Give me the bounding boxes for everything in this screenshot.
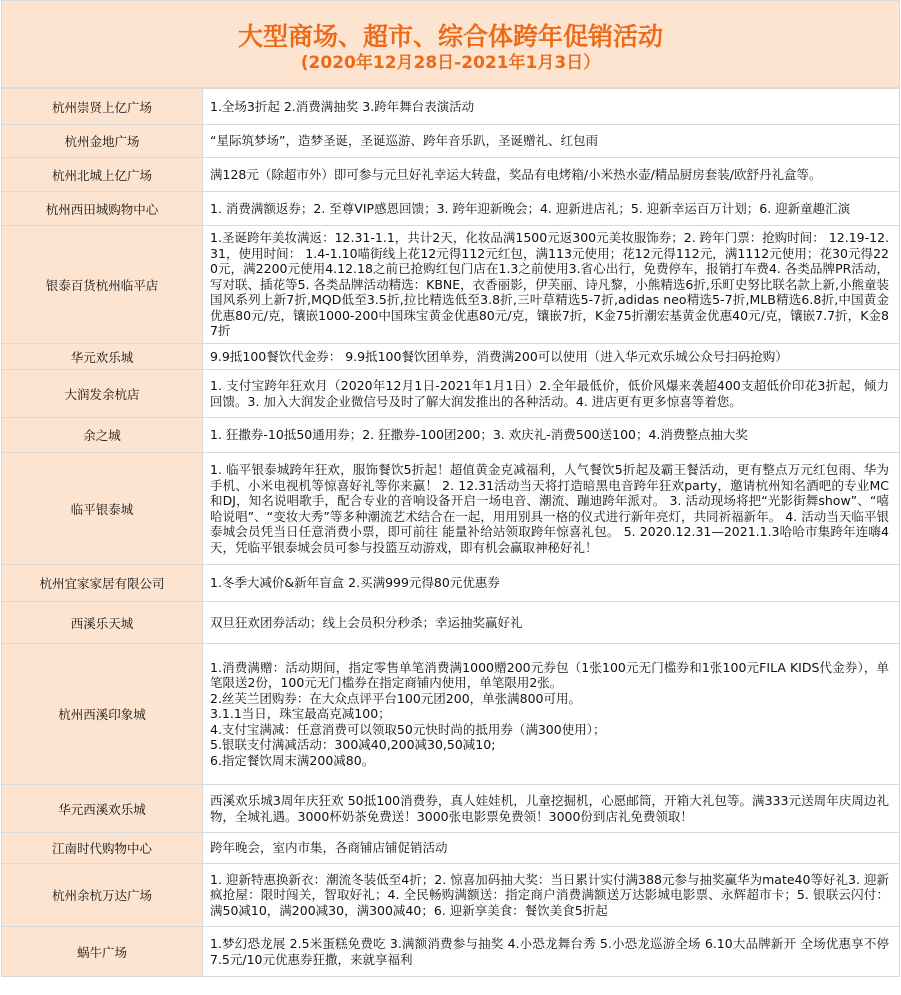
promotion-text: 西溪欢乐城3周年庆狂欢 50抵100消费券，真人娃娃机，儿童挖掘机，心愿邮筒，开箱大礼包等。满333元送周年庆周边礼物，全城礼遇。3000杯奶茶免费送！3000张电影票免费领！3000份到店礼免费领取！: [203, 785, 900, 833]
table-row: [2, 785, 900, 833]
mall-name: 华元西溪欢乐城: [2, 785, 203, 833]
promotion-text: 1.全场3折起 2.消费满抽奖 3.跨年舞台表演活动: [203, 89, 900, 125]
mall-name: 江南时代购物中心: [2, 833, 203, 864]
mall-name: 银泰百货杭州临平店: [2, 226, 203, 344]
mall-name: 蜗牛广场: [2, 927, 203, 977]
promotion-text: 跨年晚会，室内市集，各商铺店铺促销活动: [203, 833, 900, 864]
promotion-text: “星际筑梦场”，造梦圣诞，圣诞巡游、跨年音乐趴，圣诞赠礼、红包雨: [203, 125, 900, 158]
promotion-text: 1.圣诞跨年美妆满返：12.31-1.1，共计2天，化妆品满1500元返300元美妆服饰券；2. 跨年门票：抢购时间： 12.19-12.31，使用时间： 1.4-1.10喵街线上花12元得112元红包，满113元使用；花12元得112元，满1112元使用；花30元得220元，满2200元使用4.12.18之前已抢购红包门店在1.3之前使用3.省心出行，免费停车，报销打车费4. 各类品牌PR活动，写对联、插花等5. 各类品牌活动精选：KBNE，衣香丽影，伊芙丽、诗凡黎，小熊精选6折,乐町史努比联名款上新,小熊童装国风系列上新7折,MQD低至3.5折,拉比精选低至3.8折,三叶草精选5-7折,adidas neo精选5-7折,MLB精选6.8折,中国黄金优惠80元/克，镶嵌1000-200中国珠宝黄金优惠80元/克，镶嵌7折，K金75折潮宏基黄金优惠40元/克，镶嵌7.7折，K金87折: [203, 226, 900, 344]
mall-name: 杭州西溪印象城: [2, 644, 203, 785]
page-title: 大型商场、超市、综合体跨年促销活动: [237, 22, 663, 51]
header: [1, 0, 900, 88]
promotion-text: 1. 消费满额返券；2. 至尊VIP感恩回馈；3. 跨年迎新晚会；4. 迎新进店礼；5. 迎新幸运百万计划；6. 迎新童趣汇演: [203, 192, 900, 226]
date-range: (2020年12月28日-2021年1月3日）: [300, 53, 601, 73]
promotion-sheet: [1, 0, 900, 977]
table-row: [2, 158, 900, 192]
table-row: [2, 602, 900, 644]
table-row: [2, 644, 900, 785]
promotion-text: 9.9抵100餐饮代金券： 9.9抵100餐饮团单券，消费满200可以使用（进入华元欢乐城公众号扫码抢购）: [203, 344, 900, 370]
promotion-text: 1. 临平银泰城跨年狂欢，服饰餐饮5折起！超值黄金克减福利，人气餐饮5折起及霸王餐活动，更有整点万元红包雨、华为手机、小米电视机等惊喜好礼等你来赢！ 2. 12.31活动当天将打造暗黑电音跨年狂欢party，邀请杭州知名酒吧的专业MC和DJ，知名说唱歌手，配合专业的音响设备开启一场电音、潮流、蹦迪跨年派对。 3. 活动现场将把“光影街舞show”、“嘻哈说唱”、“变妆大秀”等多种潮流艺术结合在一起，用用别具一格的仪式进行新年亮灯，共同祈福新年。 4. 活动当天临平银泰城会员凭当日任意消费小票，即可前往 能量补给站领取跨年惊喜礼包。 5. 2020.12.31—2021.1.3哈哈市集跨年连嗨4天，凭临平银泰城会员可参与投篮互动游戏，即有机会赢取神秘好礼！: [203, 453, 900, 565]
promotion-line: 2.丝芙兰团购券：在大众点评平台100元团200，单张满800可用。: [210, 690, 582, 706]
mall-name: 大润发余杭店: [2, 370, 203, 418]
table-row: [2, 927, 900, 977]
table-row: [2, 344, 900, 370]
promotion-text: 双旦狂欢团券活动；线上会员积分秒杀；幸运抽奖赢好礼: [203, 602, 900, 644]
mall-name: 临平银泰城: [2, 453, 203, 565]
table-row: [2, 370, 900, 418]
promotion-text: 1. 狂撒券-10抵50通用券；2. 狂撒券-100团200；3. 欢庆礼-消费500送100；4.消费整点抽大奖: [203, 418, 900, 453]
promotion-text: 1.梦幻恐龙展 2.5米蛋糕免费吃 3.满额消费参与抽奖 4.小恐龙舞台秀 5.小恐龙巡游全场 6.10大品牌新开 全场优惠享不停 7.5元/10元优惠券狂撒，来就享福利: [203, 927, 900, 977]
mall-name: 杭州余杭万达广场: [2, 864, 203, 927]
table-row: [2, 89, 900, 125]
table-row: [2, 565, 900, 602]
mall-name: 杭州宜家家居有限公司: [2, 565, 203, 602]
table-row: [2, 418, 900, 453]
promotion-text: [203, 644, 900, 785]
table-row: [2, 226, 900, 344]
promotion-text: 1.冬季大减价&新年盲盒 2.买满999元得80元优惠券: [203, 565, 900, 602]
mall-name: 杭州北城上亿广场: [2, 158, 203, 192]
promotion-line: 3.1.1当日，珠宝最高克减100；: [210, 706, 391, 722]
table-row: [2, 192, 900, 226]
mall-name: 杭州崇贤上亿广场: [2, 89, 203, 125]
mall-name: 华元欢乐城: [2, 344, 203, 370]
promotion-line: 5.银联支付满减活动：300减40,200减30,50减10;: [210, 737, 496, 753]
mall-name: 杭州西田城购物中心: [2, 192, 203, 226]
mall-name: 西溪乐天城: [2, 602, 203, 644]
promotion-table: [1, 88, 900, 977]
promotion-line: 4.支付宝满减：任意消费可以领取50元快时尚的抵用券（满300使用）；: [210, 721, 606, 737]
table-row: [2, 833, 900, 864]
promotion-text: 满128元（除超市外）即可参与元旦好礼幸运大转盘，奖品有电烤箱/小米热水壶/精品厨房套装/欧舒丹礼盒等。: [203, 158, 900, 192]
mall-name: 余之城: [2, 418, 203, 453]
promotion-text: 1. 支付宝跨年狂欢月（2020年12月1日-2021年1月1日）2.全年最低价，低价风爆来袭超400支超低价印花3折起，倾力回馈。3. 加入大润发企业微信号及时了解大润发推出的各种活动。4. 进店更有更多惊喜等着您。: [203, 370, 900, 418]
promotion-line: 1.消费满赠：活动期间，指定零售单笔消费满1000赠200元券包（1张100元无门槛券和1张100元FILA KIDS代金券），单笔限送2份，100元无门槛券在指定商铺内使用，单笔限用2张。: [210, 659, 889, 691]
table-row: [2, 864, 900, 927]
table-row: [2, 125, 900, 158]
table-row: [2, 453, 900, 565]
promotion-line: 6.指定餐饮周末满200减80。: [210, 752, 375, 768]
mall-name: 杭州金地广场: [2, 125, 203, 158]
promotion-text: 1. 迎新特惠换新衣：潮流冬装低至4折；2. 惊喜加码抽大奖：当日累计实付满388元参与抽奖赢华为mate40等好礼3. 迎新疯抢屋：限时闯关，智取好礼；4. 全民畅购满额送：指定商户消费满额送万达影城电影票、永辉超市卡；5. 银联云闪付：满50减10，满200减30，满300减40；6. 迎新享美食：餐饮美食5折起: [203, 864, 900, 927]
